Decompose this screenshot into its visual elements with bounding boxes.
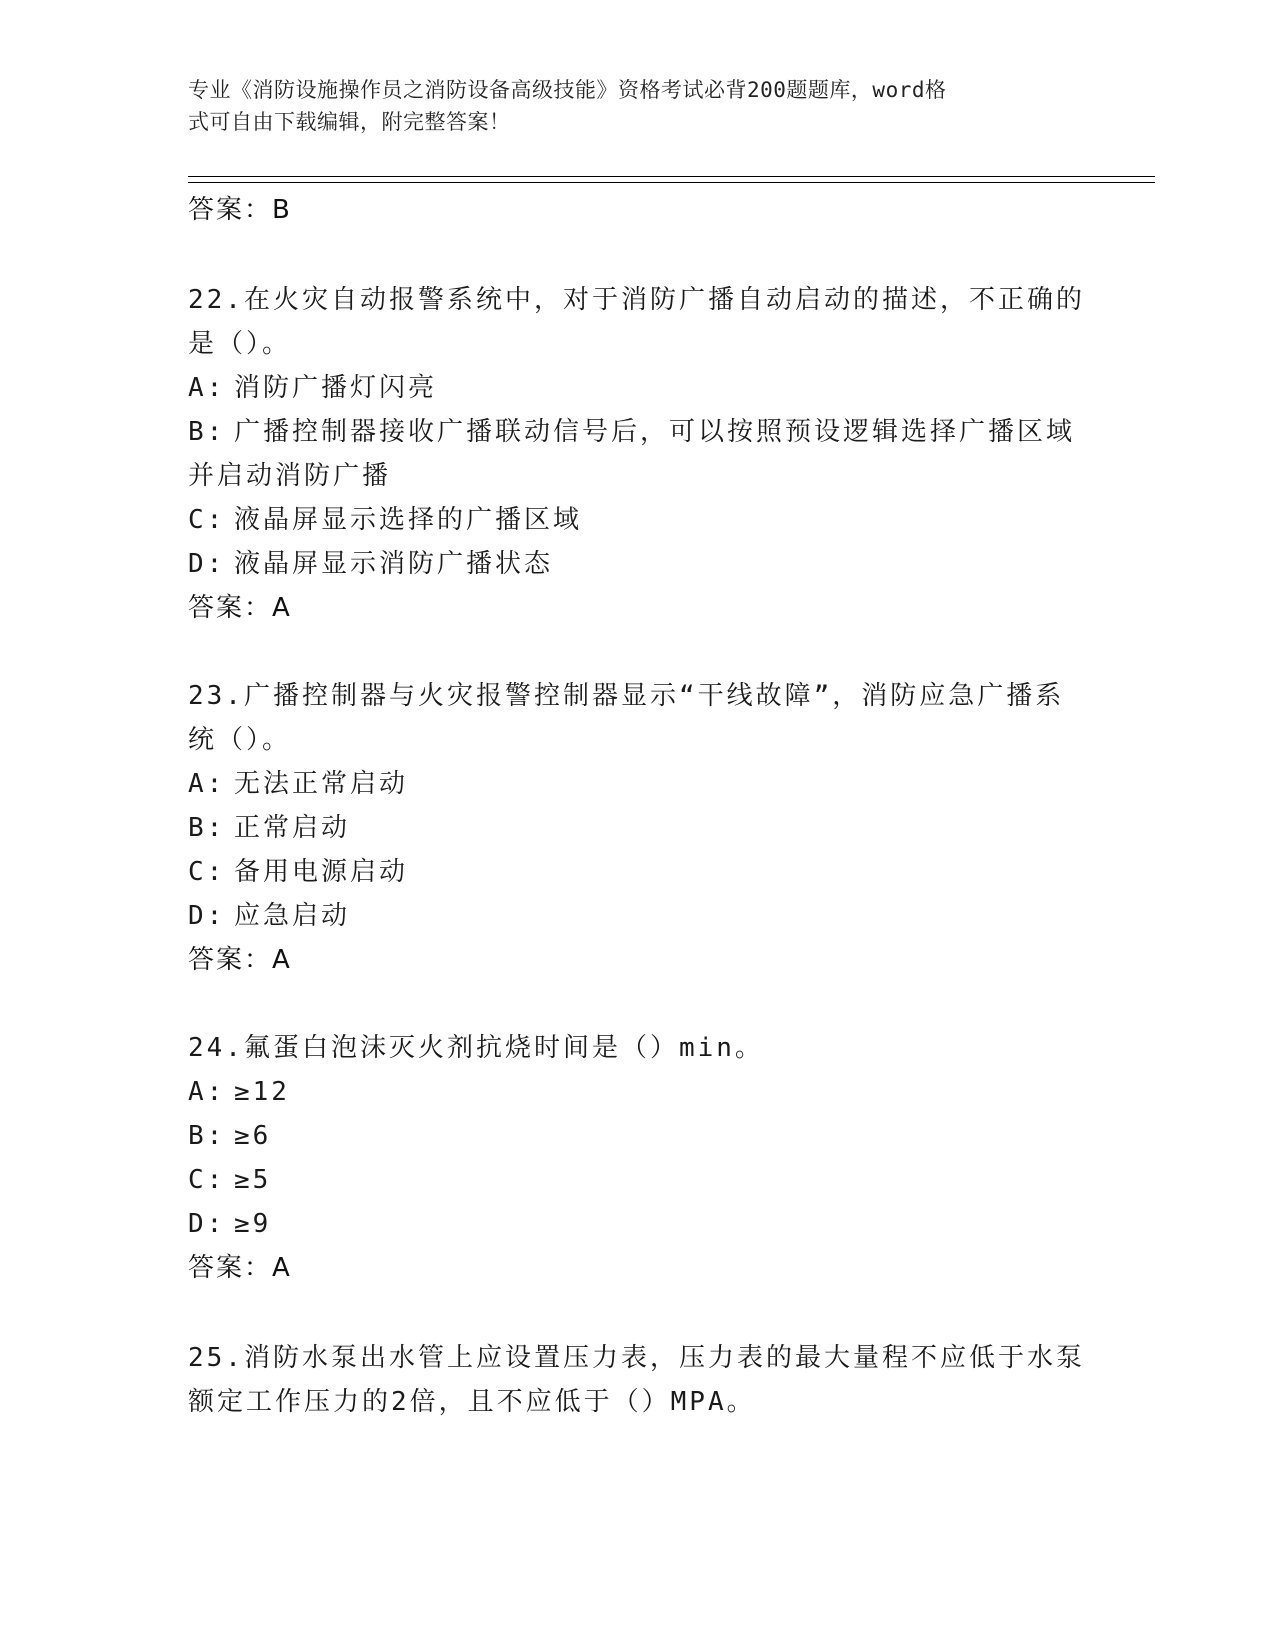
question-23-answer: 答案：A <box>188 945 292 975</box>
option-letter: B: <box>188 417 226 447</box>
answer-previous: 答案：B <box>188 195 292 225</box>
header-line-2: 式可自由下载编辑，附完整答案！ <box>188 110 511 134</box>
question-25-stem-line-1: 25.消防水泵出水管上应设置压力表，压力表的最大量程不应低于水泵 <box>188 1343 1085 1373</box>
option-letter: B: <box>188 1121 226 1151</box>
option-text: 液晶屏显示消防广播状态 <box>234 549 554 579</box>
question-22-option-a <box>188 370 437 406</box>
option-letter: A: <box>188 1077 226 1107</box>
option-letter: A: <box>188 769 226 799</box>
question-24-stem-line-1: 24.氟蛋白泡沫灭火剂抗烧时间是（）min。 <box>188 1033 764 1063</box>
option-text: 正常启动 <box>234 813 351 843</box>
option-text: 消防广播灯闪亮 <box>234 373 438 403</box>
option-text: 广播控制器接收广播联动信号后，可以按照预设逻辑选择广播区域 <box>234 417 1076 447</box>
header-line-1: 专业《消防设施操作员之消防设备高级技能》资格考试必背200题题库，word格 <box>188 78 947 102</box>
question-22-stem-line-1: 22.在火灾自动报警系统中，对于消防广播自动启动的描述，不正确的 <box>188 285 1085 315</box>
option-text: ≥5 <box>234 1165 272 1195</box>
option-letter: C: <box>188 857 226 887</box>
question-24-option-a <box>188 1074 290 1110</box>
option-text: 应急启动 <box>234 901 351 931</box>
question-24-option-c <box>188 1162 271 1198</box>
option-text: 液晶屏显示选择的广播区域 <box>234 505 583 535</box>
question-23-option-c <box>188 854 408 890</box>
option-letter: B: <box>188 813 226 843</box>
question-22-option-b-line-2: 并启动消防广播 <box>188 461 392 491</box>
question-22-option-d <box>188 546 553 582</box>
question-22-option-b <box>188 414 1075 450</box>
question-25-stem-line-2: 额定工作压力的2倍，且不应低于（）MPA。 <box>188 1387 756 1417</box>
option-text: 无法正常启动 <box>234 769 409 799</box>
question-23-option-a <box>188 766 408 802</box>
option-text: ≥6 <box>234 1121 272 1151</box>
question-23-stem-line-2: 统（）。 <box>188 725 292 755</box>
question-22-option-c <box>188 502 582 538</box>
option-letter: D: <box>188 549 226 579</box>
option-letter: C: <box>188 1165 226 1195</box>
header-divider-bottom <box>188 182 1155 183</box>
question-23-option-d <box>188 898 350 934</box>
option-text: ≥12 <box>234 1077 290 1107</box>
option-text: ≥9 <box>234 1209 272 1239</box>
document-header <box>188 74 1068 138</box>
option-letter: C: <box>188 505 226 535</box>
question-24-option-d <box>188 1206 271 1242</box>
option-letter: D: <box>188 901 226 931</box>
question-22-answer: 答案：A <box>188 593 292 623</box>
option-text: 备用电源启动 <box>234 857 409 887</box>
question-24-answer: 答案：A <box>188 1253 292 1283</box>
question-24-option-b <box>188 1118 271 1154</box>
question-23-stem-line-1: 23.广播控制器与火灾报警控制器显示“干线故障”，消防应急广播系 <box>188 681 1065 711</box>
option-letter: A: <box>188 373 226 403</box>
option-letter: D: <box>188 1209 226 1239</box>
question-22-stem-line-2: 是（）。 <box>188 329 292 359</box>
header-divider-top <box>188 176 1155 177</box>
question-23-option-b <box>188 810 350 846</box>
